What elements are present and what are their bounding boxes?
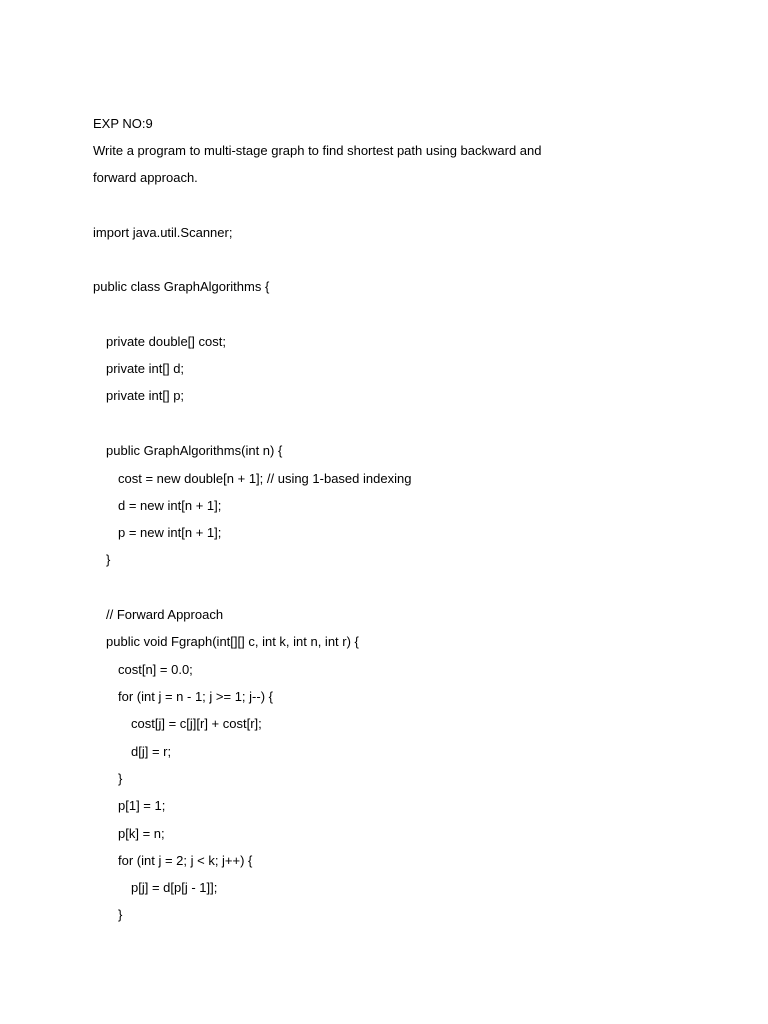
- aim-text-line-1: Write a program to multi-stage graph to find shortest path using backward and: [93, 143, 542, 158]
- code-line: private int[] d;: [106, 361, 185, 376]
- code-line: public class GraphAlgorithms {: [93, 279, 270, 294]
- code-line: }: [106, 552, 111, 567]
- code-line: p[j] = d[p[j - 1]];: [131, 880, 218, 895]
- code-line: public GraphAlgorithms(int n) {: [106, 443, 283, 458]
- code-line: for (int j = 2; j < k; j++) {: [118, 853, 253, 868]
- code-line: p[k] = n;: [118, 826, 165, 841]
- code-line: d = new int[n + 1];: [118, 498, 222, 513]
- code-line: private int[] p;: [106, 388, 185, 403]
- code-line: cost = new double[n + 1]; // using 1-based indexing: [118, 471, 412, 486]
- code-line: // Forward Approach: [106, 607, 224, 622]
- experiment-heading: EXP NO:9: [93, 116, 153, 131]
- code-line: import java.util.Scanner;: [93, 225, 233, 240]
- code-line: cost[j] = c[j][r] + cost[r];: [131, 716, 262, 731]
- code-line: p = new int[n + 1];: [118, 525, 222, 540]
- code-line: p[1] = 1;: [118, 798, 166, 813]
- code-line: d[j] = r;: [131, 744, 172, 759]
- code-line: public void Fgraph(int[][] c, int k, int n, int r) {: [106, 634, 359, 649]
- code-line: private double[] cost;: [106, 334, 226, 349]
- code-line: cost[n] = 0.0;: [118, 662, 193, 677]
- code-line: for (int j = n - 1; j >= 1; j--) {: [118, 689, 273, 704]
- aim-text-line-2: forward approach.: [93, 170, 198, 185]
- code-line: }: [118, 771, 123, 786]
- code-line: }: [118, 907, 123, 922]
